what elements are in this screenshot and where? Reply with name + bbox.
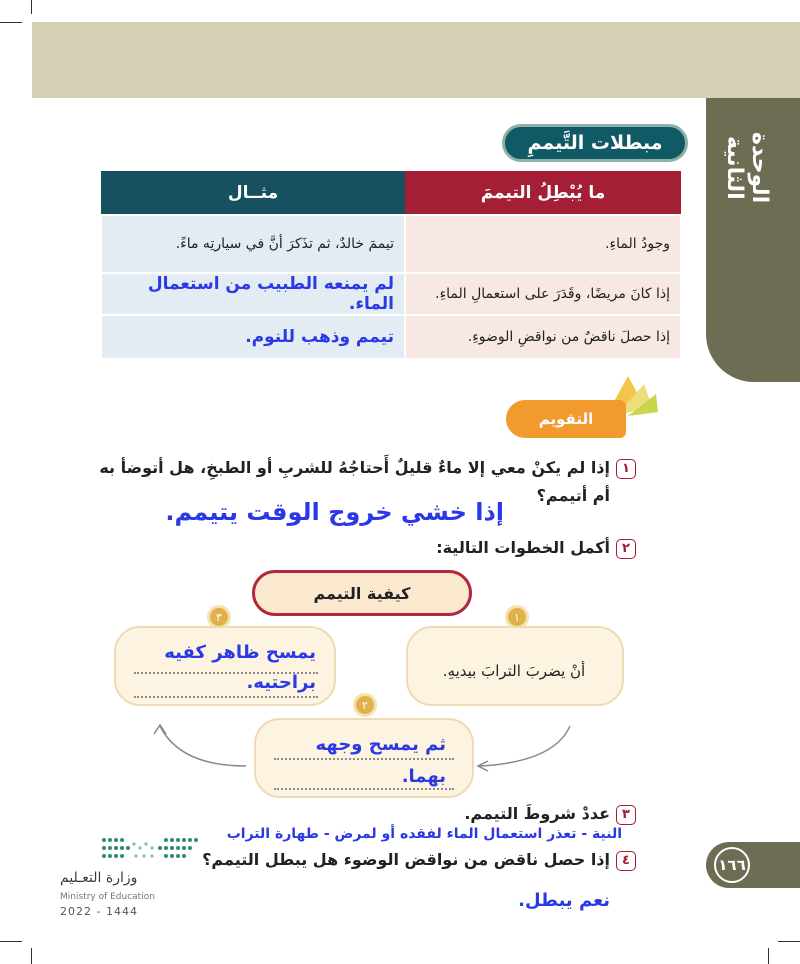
table-row [101,273,681,315]
example-answer-cell[interactable]: لم يمنعه الطبيب من استعمال الماء. [101,273,405,315]
answer-step-3-line1[interactable]: يمسح ظاهر كفيه [164,642,316,663]
crop-mark [0,941,22,942]
header-band [32,22,800,98]
question-number: ٣ [616,805,636,825]
invalidator-cell: إذا كانَ مريضًا، وقَدَرَ على استعمالِ الماءِ. [405,273,681,315]
crop-mark [0,22,22,23]
header-invalidator: ما يُبْطِلُ التيممَ [405,171,681,215]
example-cell: تيممَ خالدٌ، ثم تذَكرَ أنَّ في سيارتِه ماءً. [101,215,405,273]
step-number: ١ [508,608,526,626]
answer-4[interactable]: نعم يبطل. [518,890,610,911]
answer-step-2-line1[interactable]: ثم يمسح وجهه [315,734,446,755]
unit-label: الوحدة الثانية [722,132,772,204]
answer-line [274,758,454,760]
crop-mark [31,948,32,964]
arrow-icon [150,722,250,772]
step-1-text: أنْ يضربَ الترابَ بيديهِ. [442,662,586,680]
question-text: إذا حصل ناقض من نواقض الوضوء هل يبطل التيمم؟ [202,850,610,869]
header-example: مثــال [101,171,405,215]
question-1-line2: أم أتيمم؟ [536,486,610,505]
question-text: عددْ شروطَ التيمم. [464,804,610,823]
question-text: إذا لم يكنْ معي إلا ماءٌ قليلٌ أَحتاجُهُ للشربِ أو الطبخِ، هل أتوضأ به [99,458,610,477]
question-number: ٤ [616,851,636,871]
step-number: ٣ [210,608,228,626]
answer-1[interactable]: إذا خشي خروج الوقت يتيمم. [165,498,504,526]
question-number: ١ [616,459,636,479]
example-answer-cell[interactable]: تيمم وذهب للنوم. [101,315,405,359]
question-number: ٢ [616,539,636,559]
table-row [101,215,681,273]
ministry-year: 2022 - 1444 [60,905,138,918]
invalidator-cell: إذا حصلَ ناقضٌ من نواقضِ الوضوءِ. [405,315,681,359]
crop-mark [31,0,32,14]
page-number-tab-extension [770,842,800,888]
answer-3[interactable]: النية - تعذر استعمال الماء لفقده أو لمرض - طهارة التراب [226,826,622,842]
question-3 [464,804,636,825]
question-2 [436,538,636,559]
answer-step-2-line2[interactable]: بهما. [401,766,446,787]
crop-mark [778,941,800,942]
step-number: ٢ [356,696,374,714]
answer-line [134,696,318,698]
table-row [101,315,681,359]
ministry-name-arabic: وزارة التعـليم [60,870,138,886]
question-1 [96,458,636,479]
evaluation-badge: التقويم [506,400,626,438]
table-header-row [101,171,681,215]
step-3-box [114,626,336,706]
question-4 [202,850,636,871]
answer-step-3-line2[interactable]: براحتيه. [246,672,316,693]
crop-mark [768,948,769,964]
section-title: مبطلات التَّيممِ [502,124,688,162]
question-text: أكمل الخطوات التالية: [436,538,610,557]
page-number-tab [706,842,770,888]
diagram-title: كيفية التيمم [252,570,472,616]
ministry-name-english: Ministry of Education [60,892,155,902]
arrow-icon [470,722,580,772]
ministry-logo-icon [100,834,200,866]
invalidators-table [100,171,682,360]
page-number: ١٦٦ [714,847,750,883]
answer-line [274,788,454,790]
invalidator-cell: وجودُ الماءِ. [405,215,681,273]
